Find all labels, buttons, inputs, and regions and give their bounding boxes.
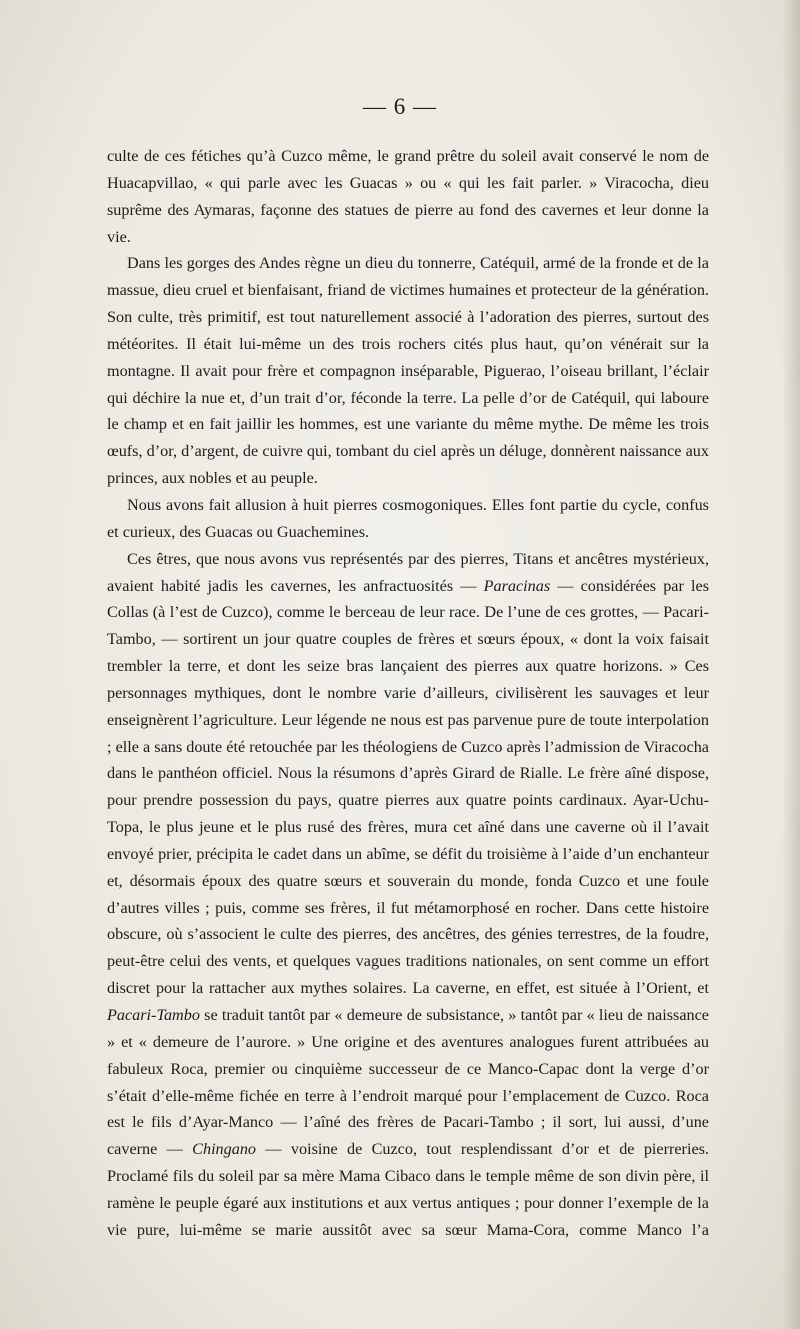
text-run: — considérées par les Collas (à l’est de Cuzco), comme le berceau de leur race. De l’une de ces grottes, — Pacari-Tambo, — sortirent un jour quatre couples de frères et sœurs époux, « dont la voix faisait trembler la terre, et dont les seize bras lançaient des pierres aux quatre horizons. » Ces personnages mythiques, dont le nombre varie d’ailleurs, civilisèrent les sauvages et leur enseignèrent l’agriculture. Leur légende ne nous est pas parvenue pure de toute interpolation ; elle a sans doute été retouchée par les théologiens de Cuzco après l’admission de Viracocha dans le panthéon officiel. Nous la résumons d’après Girard de Rialle. Le frère aîné dispose, pour prendre possession du pays, quatre pierres aux quatre points cardinaux. Ayar-Uchu-Topa, le plus jeune et le plus rusé des frères, mura cet aîné dans une caverne où il l’avait envoyé prier, précipita le cadet dans un abîme, se défit du troisième à l’aide d’un enchanteur et, désormais époux des quatre sœurs et souverain du monde, fonda Cuzco et une foule d’autres villes ; puis, comme ses frères, il fut métamorphosé en rocher. Dans cette histoire obscure, où s’associent le culte des pierres, des ancêtres, des génies terrestres, de la foudre, peut-être celui des vents, et quelques vagues traditions nationales, on sent comme un effort discret pour la rattacher aux mythes solaires. La caverne, en effet, est située à l’Orient, et: [107, 576, 709, 998]
italic-term: Paracinas: [483, 576, 551, 595]
paragraph: [107, 546, 709, 1244]
paragraph: [107, 492, 709, 546]
page-number: — 6 —: [363, 94, 437, 119]
text-run: Nous avons fait allusion à huit pierres cosmogoniques. Elles font partie du cycle, confus et curieux, des Guacas ou Guachemines.: [107, 495, 709, 541]
italic-term: Chingano: [192, 1140, 257, 1159]
paragraph: [107, 143, 709, 250]
body-text: [107, 143, 709, 1244]
page-edge-shadow: [782, 0, 800, 1329]
paragraph: [107, 250, 709, 492]
italic-term: Pacari-Tambo: [107, 1006, 200, 1024]
text-run: culte de ces fétiches qu’à Cuzco même, le grand prêtre du soleil avait conservé le nom de Huacapvillao, « qui parle avec les Guacas » ou « qui les fait parler. » Viracocha, dieu suprême des Aymaras, façonne des statues de pierre au fond des cavernes et leur donne la vie.: [107, 147, 709, 246]
text-run: se traduit tantôt par « demeure de subsistance, » tantôt par « lieu de naissance » et « demeure de l’aurore. » Une origine et des aventures analogues furent attribuées au fabuleux Roca, premier ou cinquième successeur de ce Manco-Capac dont la verge d’or s’était d’elle-même fichée en terre à l’endroit marqué pour l’emplacement de Cuzco. Roca est le fils d’Ayar-Manco — l’aîné des frères de Pacari-Tambo ; il sort, lui aussi, d’une caverne —: [107, 1006, 709, 1159]
text-run: Dans les gorges des Andes règne un dieu du tonnerre, Catéquil, armé de la fronde et de la massue, dieu cruel et bienfaisant, friand de victimes humaines et protecteur de la génération. Son culte, très primitif, est tout naturellement associé à l’adoration des pierres, surtout des météorites. Il était lui-même un des trois rochers cités plus haut, qu’on vénérait sur la montagne. Il avait pour frère et compagnon inséparable, Piguerao, l’oiseau brillant, l’éclair qui déchire la nue et, d’un trait d’or, féconde la terre. La pelle d’or de Catéquil, qui laboure le champ et en fait jaillir les hommes, est une variante du même mythe. De même les trois œufs, d’or, d’argent, de cuivre qui, tombant du ciel après un déluge, donnèrent naissance aux princes, aux nobles et au peuple.: [107, 254, 709, 488]
text-run: — voisine de Cuzco, tout resplendissant d’or et de pierreries. Proclamé fils du soleil par sa mère Mama Cibaco dans le temple même de son divin père, il ramène le peuple égaré aux institutions et aux vertus antiques ; pour donner l’exemple de la vie pure, lui-même se marie aussitôt avec sa sœur Mama-Cora, comme Manco l’a: [107, 1140, 709, 1239]
text-run: Ces êtres, que nous avons vus représentés par des pierres, Titans et ancêtres mystérieux, avaient habité jadis les cavernes, les anfractuosités —: [107, 549, 709, 595]
